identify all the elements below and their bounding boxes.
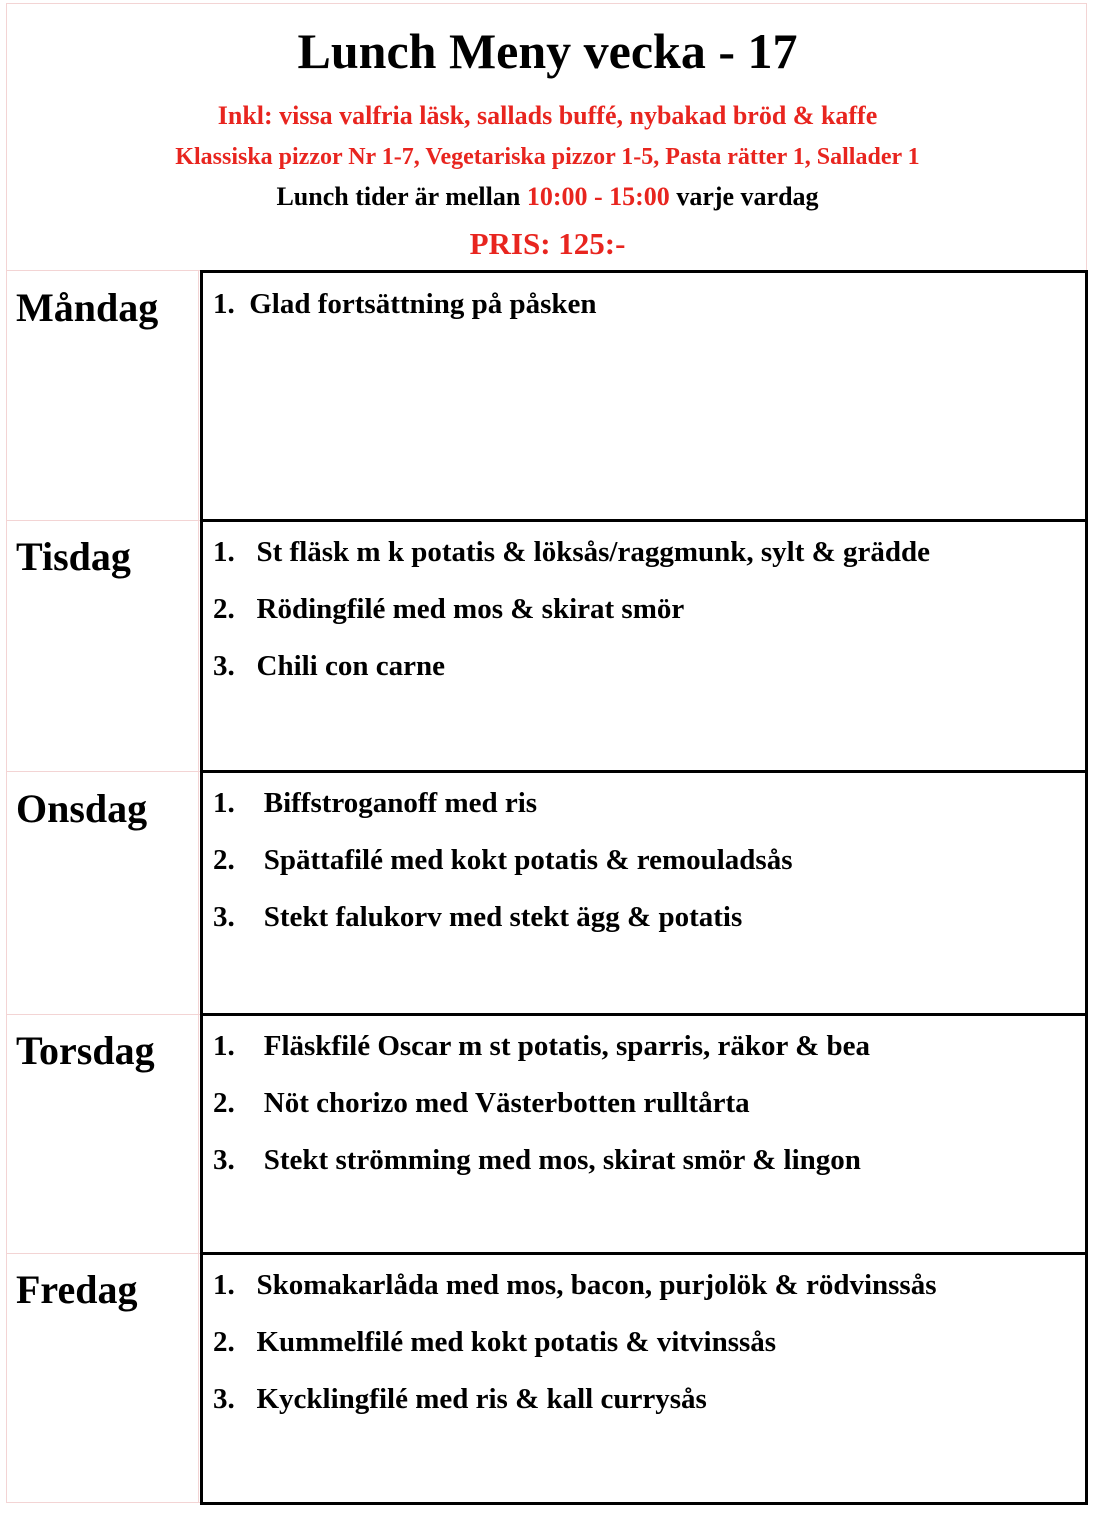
menu-item (213, 1324, 776, 1360)
day-label-mandag: Måndag (16, 285, 159, 330)
lunch-hours-prefix: Lunch tider är mellan (276, 182, 527, 211)
day-box-tisdag (200, 519, 1088, 773)
item-number: 2. (213, 844, 235, 876)
item-number: 3. (213, 1144, 235, 1176)
item-text: Nöt chorizo med Västerbotten rulltårta (263, 1087, 750, 1119)
menu-item (213, 591, 684, 627)
item-number: 1. (213, 1030, 235, 1062)
menu-item (213, 1142, 861, 1178)
item-number: 1. (213, 536, 235, 568)
day-box-torsdag (200, 1013, 1088, 1255)
item-number: 3. (213, 650, 235, 682)
item-text: Chili con carne (256, 650, 445, 682)
lunch-hours-suffix: varje vardag (669, 182, 819, 211)
item-number: 1. (213, 787, 235, 819)
item-number: 3. (213, 1383, 235, 1415)
item-text: Kycklingfilé med ris & kall currysås (256, 1383, 707, 1415)
divider (6, 1253, 201, 1254)
item-text: Spättafilé med kokt potatis & remouladsås (263, 844, 793, 876)
item-number: 3. (213, 901, 235, 933)
price-line: PRIS: 125:- (469, 226, 626, 261)
menu-item (213, 1028, 870, 1064)
menu-item (213, 1267, 937, 1303)
menu-item (213, 534, 930, 570)
item-text: Fläskfilé Oscar m st potatis, sparris, räkor & bea (263, 1030, 871, 1062)
item-text: Stekt falukorv med stekt ägg & potatis (263, 901, 743, 933)
item-text: Biffstroganoff med ris (263, 787, 538, 819)
divider (6, 520, 201, 521)
item-number: 2. (213, 593, 235, 625)
lunch-hours-time: 10:00 - 15:00 (526, 182, 670, 211)
item-text: Glad fortsättning på påsken (249, 288, 597, 320)
item-number: 1. (213, 288, 235, 320)
menu-item (213, 286, 597, 322)
menu-item (213, 1085, 750, 1121)
day-box-onsdag (200, 770, 1088, 1016)
item-number: 2. (213, 1326, 235, 1358)
menu-item (213, 785, 537, 821)
divider (6, 270, 201, 271)
day-label-fredag: Fredag (16, 1267, 138, 1312)
day-label-tisdag: Tisdag (16, 534, 131, 579)
item-text: Kummelfilé med kokt potatis & vitvinssås (256, 1326, 777, 1358)
day-box-fredag (200, 1252, 1088, 1505)
day-box-mandag (200, 270, 1088, 522)
pizza-pasta-line: Klassiska pizzor Nr 1-7, Vegetariska pizzor 1-5, Pasta rätter 1, Sallader 1 (175, 144, 920, 170)
day-label-torsdag: Torsdag (16, 1028, 155, 1073)
menu-item (213, 899, 742, 935)
lunch-hours-line (0, 182, 1095, 212)
divider (6, 1014, 201, 1015)
item-text: Stekt strömming med mos, skirat smör & lingon (263, 1144, 861, 1176)
menu-item (213, 842, 793, 878)
included-items-line: Inkl: vissa valfria läsk, sallads buffé, nybakad bröd & kaffe (217, 101, 878, 130)
menu-title: Lunch Meny vecka - 17 (297, 23, 798, 79)
item-text: St fläsk m k potatis & löksås/raggmunk, sylt & grädde (256, 536, 931, 568)
menu-item (213, 648, 445, 684)
menu-item (213, 1381, 707, 1417)
item-text: Skomakarlåda med mos, bacon, purjolök & rödvinssås (256, 1269, 937, 1301)
column-divider (198, 271, 199, 1503)
day-label-onsdag: Onsdag (16, 786, 148, 831)
item-number: 1. (213, 1269, 235, 1301)
item-number: 2. (213, 1087, 235, 1119)
divider (6, 771, 201, 772)
item-text: Rödingfilé med mos & skirat smör (256, 593, 685, 625)
